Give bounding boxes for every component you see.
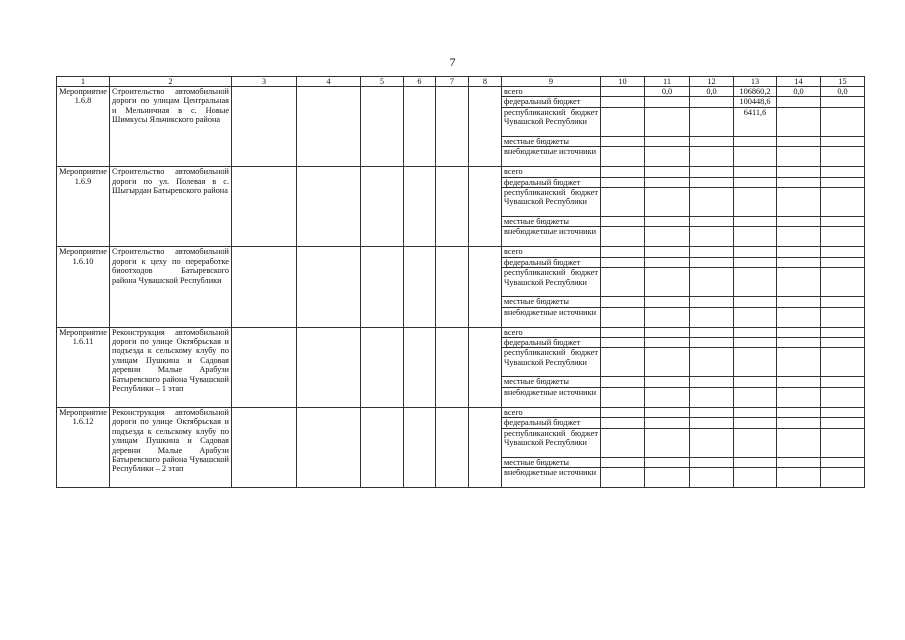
value-cell: 106860,2 <box>734 87 777 97</box>
empty-cell <box>404 167 436 247</box>
value-cell <box>821 227 865 247</box>
value-cell <box>645 307 690 327</box>
value-cell: 100448,6 <box>734 97 777 107</box>
value-cell <box>601 257 645 267</box>
value-cell <box>777 338 821 348</box>
funding-source: внебюджетные источники <box>502 227 601 247</box>
funding-source: всего <box>502 327 601 337</box>
value-cell <box>734 188 777 217</box>
value-cell <box>821 338 865 348</box>
empty-cell <box>297 87 361 167</box>
measure-description: Строительство автомобильной дороги к цеху по переработке биоотходов Батыревского района Чувашской Республики <box>110 247 232 327</box>
funding-source: местные бюджеты <box>502 457 601 467</box>
column-header: 6 <box>404 77 436 87</box>
funding-source: всего <box>502 407 601 417</box>
funding-source: федеральный бюджет <box>502 418 601 428</box>
value-cell <box>821 217 865 227</box>
value-cell <box>690 188 734 217</box>
value-cell <box>645 188 690 217</box>
funding-source: всего <box>502 167 601 177</box>
value-cell <box>601 377 645 387</box>
value-cell <box>690 297 734 307</box>
value-cell <box>601 348 645 377</box>
value-cell <box>601 147 645 167</box>
value-cell <box>645 257 690 267</box>
value-cell <box>645 457 690 467</box>
value-cell <box>777 247 821 257</box>
value-cell <box>690 457 734 467</box>
value-cell <box>734 257 777 267</box>
header-row <box>57 77 865 87</box>
value-cell <box>690 338 734 348</box>
funding-source: внебюджетные источники <box>502 468 601 488</box>
value-cell <box>734 418 777 428</box>
value-cell <box>645 407 690 417</box>
value-cell <box>777 327 821 337</box>
value-cell <box>645 418 690 428</box>
empty-cell <box>469 247 502 327</box>
value-cell <box>690 107 734 136</box>
value-cell <box>734 297 777 307</box>
funding-source: федеральный бюджет <box>502 257 601 267</box>
empty-cell <box>404 87 436 167</box>
measure-id: Мероприятие 1.6.12 <box>57 407 110 487</box>
value-cell <box>734 136 777 146</box>
value-cell <box>821 407 865 417</box>
value-cell <box>690 227 734 247</box>
empty-cell <box>404 327 436 407</box>
value-cell <box>777 407 821 417</box>
value-cell <box>777 107 821 136</box>
value-cell <box>821 387 865 407</box>
column-header: 11 <box>645 77 690 87</box>
value-cell <box>821 188 865 217</box>
empty-cell <box>436 167 469 247</box>
value-cell <box>734 468 777 488</box>
funding-source: республиканский бюджет Чувашской Республики <box>502 348 601 377</box>
table-row <box>57 327 865 337</box>
value-cell <box>601 107 645 136</box>
value-cell <box>645 297 690 307</box>
value-cell: 0,0 <box>777 87 821 97</box>
value-cell <box>645 97 690 107</box>
value-cell: 0,0 <box>645 87 690 97</box>
value-cell <box>645 217 690 227</box>
value-cell <box>645 136 690 146</box>
value-cell <box>777 227 821 247</box>
value-cell <box>821 167 865 177</box>
value-cell <box>734 247 777 257</box>
value-cell <box>690 268 734 297</box>
column-header: 2 <box>110 77 232 87</box>
empty-cell <box>469 407 502 487</box>
value-cell <box>601 167 645 177</box>
measure-id: Мероприятие 1.6.8 <box>57 87 110 167</box>
column-header: 1 <box>57 77 110 87</box>
value-cell <box>690 136 734 146</box>
empty-cell <box>232 87 297 167</box>
value-cell <box>821 307 865 327</box>
empty-cell <box>232 167 297 247</box>
measure-description: Строительство автомобильной дороги по ул. Полевая в с. Шыгырдан Батыревского района <box>110 167 232 247</box>
empty-cell <box>361 407 404 487</box>
empty-cell <box>436 407 469 487</box>
value-cell <box>645 387 690 407</box>
funding-source: внебюджетные источники <box>502 387 601 407</box>
value-cell <box>645 468 690 488</box>
funding-source: федеральный бюджет <box>502 338 601 348</box>
empty-cell <box>232 327 297 407</box>
funding-source: республиканский бюджет Чувашской Республики <box>502 428 601 457</box>
value-cell <box>601 177 645 187</box>
value-cell <box>601 247 645 257</box>
value-cell <box>777 177 821 187</box>
empty-cell <box>404 247 436 327</box>
value-cell <box>645 327 690 337</box>
empty-cell <box>361 247 404 327</box>
value-cell <box>821 348 865 377</box>
value-cell <box>734 428 777 457</box>
measure-id: Мероприятие 1.6.11 <box>57 327 110 407</box>
funding-source: местные бюджеты <box>502 377 601 387</box>
value-cell <box>777 257 821 267</box>
empty-cell <box>469 327 502 407</box>
empty-cell <box>232 247 297 327</box>
measure-description: Реконструкция автомобильной дороги по улице Октябрьская и подъезда к сельскому клубу по улицам Пушкина и Садовая деревни Малые Арабузи Батыревского района Чувашской Республики – 2 этап <box>110 407 232 487</box>
table-row <box>57 87 865 97</box>
value-cell <box>645 177 690 187</box>
funding-source: всего <box>502 247 601 257</box>
program-table <box>56 76 865 488</box>
empty-cell <box>297 407 361 487</box>
empty-cell <box>297 247 361 327</box>
value-cell <box>690 257 734 267</box>
value-cell <box>821 297 865 307</box>
value-cell <box>777 377 821 387</box>
value-cell <box>645 167 690 177</box>
value-cell <box>821 97 865 107</box>
empty-cell <box>297 327 361 407</box>
column-header: 3 <box>232 77 297 87</box>
measure-description: Строительство автомобильной дороги по улицам Центральная и Мельничная в с. Новые Шимкусы Яльчикского района <box>110 87 232 167</box>
column-header: 14 <box>777 77 821 87</box>
value-cell <box>690 387 734 407</box>
funding-source: федеральный бюджет <box>502 177 601 187</box>
empty-cell <box>361 87 404 167</box>
empty-cell <box>232 407 297 487</box>
value-cell <box>777 188 821 217</box>
value-cell <box>734 147 777 167</box>
value-cell <box>734 307 777 327</box>
table-row <box>57 407 865 417</box>
value-cell <box>601 327 645 337</box>
value-cell <box>777 307 821 327</box>
empty-cell <box>297 167 361 247</box>
value-cell <box>734 387 777 407</box>
value-cell <box>777 297 821 307</box>
value-cell <box>777 468 821 488</box>
value-cell <box>821 247 865 257</box>
value-cell <box>601 387 645 407</box>
value-cell <box>601 468 645 488</box>
value-cell <box>690 147 734 167</box>
value-cell <box>690 177 734 187</box>
empty-cell <box>469 87 502 167</box>
column-header: 4 <box>297 77 361 87</box>
value-cell <box>601 297 645 307</box>
value-cell <box>645 348 690 377</box>
value-cell <box>734 407 777 417</box>
value-cell <box>821 418 865 428</box>
value-cell <box>601 338 645 348</box>
column-header: 9 <box>502 77 601 87</box>
empty-cell <box>361 327 404 407</box>
value-cell <box>777 97 821 107</box>
value-cell <box>821 147 865 167</box>
empty-cell <box>361 167 404 247</box>
value-cell <box>690 377 734 387</box>
value-cell <box>690 167 734 177</box>
value-cell <box>777 348 821 377</box>
value-cell <box>734 217 777 227</box>
value-cell <box>821 428 865 457</box>
column-header: 5 <box>361 77 404 87</box>
value-cell <box>601 227 645 247</box>
value-cell <box>645 268 690 297</box>
value-cell <box>777 418 821 428</box>
value-cell <box>601 268 645 297</box>
value-cell <box>734 177 777 187</box>
value-cell <box>777 167 821 177</box>
value-cell <box>690 468 734 488</box>
funding-source: внебюджетные источники <box>502 307 601 327</box>
value-cell <box>821 327 865 337</box>
value-cell <box>734 167 777 177</box>
measure-id: Мероприятие 1.6.10 <box>57 247 110 327</box>
value-cell <box>734 268 777 297</box>
value-cell <box>645 147 690 167</box>
funding-source: местные бюджеты <box>502 297 601 307</box>
value-cell <box>601 418 645 428</box>
value-cell <box>821 257 865 267</box>
value-cell: 6411,6 <box>734 107 777 136</box>
value-cell <box>821 268 865 297</box>
funding-source: местные бюджеты <box>502 136 601 146</box>
measure-description: Реконструкция автомобильной дороги по улице Октябрьская и подъезда к сельскому клубу по улицам Пушкина и Садовая деревни Малые Арабузи Батыревского района Чувашской Республики – 1 этап <box>110 327 232 407</box>
value-cell <box>821 377 865 387</box>
value-cell <box>690 327 734 337</box>
empty-cell <box>404 407 436 487</box>
value-cell <box>734 327 777 337</box>
value-cell <box>645 428 690 457</box>
value-cell <box>821 107 865 136</box>
empty-cell <box>436 247 469 327</box>
value-cell <box>777 457 821 467</box>
value-cell: 0,0 <box>690 87 734 97</box>
value-cell <box>645 247 690 257</box>
value-cell <box>690 428 734 457</box>
column-header: 8 <box>469 77 502 87</box>
value-cell <box>601 97 645 107</box>
value-cell <box>645 377 690 387</box>
value-cell: 0,0 <box>821 87 865 97</box>
value-cell <box>690 418 734 428</box>
value-cell <box>821 177 865 187</box>
value-cell <box>645 227 690 247</box>
funding-source: местные бюджеты <box>502 217 601 227</box>
funding-source: республиканский бюджет Чувашской Республики <box>502 268 601 297</box>
value-cell <box>601 428 645 457</box>
value-cell <box>734 377 777 387</box>
value-cell <box>690 97 734 107</box>
value-cell <box>601 457 645 467</box>
measure-id: Мероприятие 1.6.9 <box>57 167 110 247</box>
value-cell <box>690 217 734 227</box>
value-cell <box>690 247 734 257</box>
column-header: 10 <box>601 77 645 87</box>
value-cell <box>601 87 645 97</box>
funding-source: республиканский бюджет Чувашской Республики <box>502 188 601 217</box>
value-cell <box>601 136 645 146</box>
value-cell <box>601 307 645 327</box>
column-header: 12 <box>690 77 734 87</box>
value-cell <box>734 227 777 247</box>
empty-cell <box>436 87 469 167</box>
value-cell <box>601 217 645 227</box>
value-cell <box>777 387 821 407</box>
value-cell <box>601 407 645 417</box>
empty-cell <box>436 327 469 407</box>
value-cell <box>690 307 734 327</box>
empty-cell <box>469 167 502 247</box>
table-row <box>57 167 865 177</box>
value-cell <box>690 407 734 417</box>
funding-source: республиканский бюджет Чувашской Республики <box>502 107 601 136</box>
column-header: 13 <box>734 77 777 87</box>
value-cell <box>645 338 690 348</box>
column-header: 15 <box>821 77 865 87</box>
value-cell <box>601 188 645 217</box>
funding-source: федеральный бюджет <box>502 97 601 107</box>
value-cell <box>690 348 734 377</box>
page-number: 7 <box>449 55 456 69</box>
funding-source: внебюджетные источники <box>502 147 601 167</box>
funding-source: всего <box>502 87 601 97</box>
value-cell <box>777 217 821 227</box>
table-row <box>57 247 865 257</box>
value-cell <box>777 136 821 146</box>
value-cell <box>734 348 777 377</box>
value-cell <box>821 457 865 467</box>
value-cell <box>734 457 777 467</box>
value-cell <box>777 428 821 457</box>
value-cell <box>777 147 821 167</box>
value-cell <box>777 268 821 297</box>
value-cell <box>645 107 690 136</box>
value-cell <box>821 136 865 146</box>
value-cell <box>821 468 865 488</box>
value-cell <box>734 338 777 348</box>
column-header: 7 <box>436 77 469 87</box>
